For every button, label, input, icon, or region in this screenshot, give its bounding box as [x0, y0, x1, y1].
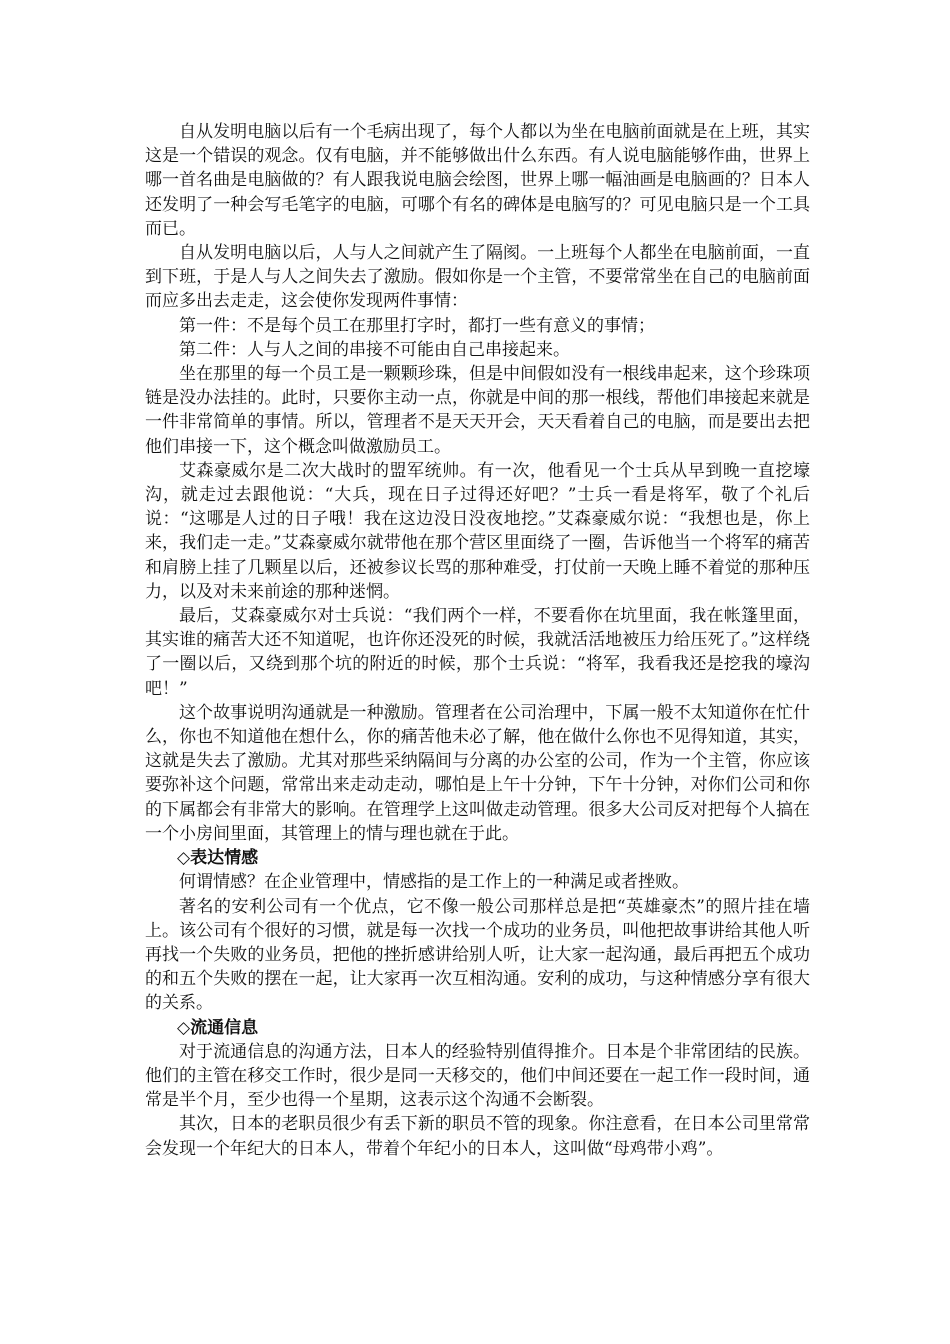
paragraph-hen-and-chicks: 其次，日本的老职员很少有丢下新的职员不管的现象。你注意看，在日本公司里常常会发现一个年纪大的日本人，带着个年纪小的日本人，这叫做“母鸡带小鸡”。	[145, 1114, 810, 1159]
section-heading-express-emotion: ◇表达情感	[177, 848, 259, 869]
document-page	[145, 120, 810, 1161]
paragraph-eisenhower-ending: 最后，艾森豪威尔对士兵说：“我们两个一样，不要看你在坑里面，我在帐篷里面，其实谁的痛苦大还不知道呢，也许你还没死的时候，我就活活地被压力给压死了。”这样绕了一圈以后，又绕到那个坑的附近的时候，那个士兵说：“将军，我看我还是挖我的壕沟吧！”	[145, 606, 810, 699]
paragraph-second-thing: 第二件：人与人之间的串接不可能由自己串接起来。	[179, 339, 570, 360]
paragraph-computer-tool: 自从发明电脑以后有一个毛病出现了，每个人都以为坐在电脑前面就是在上班，其实这是一个错误的观念。仅有电脑，并不能够做出什么东西。有人说电脑能够作曲，世界上哪一首名曲是电脑做的？有人跟我说电脑会绘图，世界上哪一幅油画是电脑画的？日本人还发明了一种会写毛笔字的电脑，可哪个有名的碑体是电脑写的？可见电脑只是一个工具而已。	[145, 122, 810, 239]
paragraph-emotion-definition: 何谓情感？在企业管理中，情感指的是工作上的一种满足或者挫败。	[179, 872, 689, 893]
section-heading-information-flow: ◇流通信息	[177, 1017, 259, 1038]
paragraph-amway-example: 著名的安利公司有一个优点，它不像一般公司那样总是把“英雄豪杰”的照片挂在墙上。该公司有个很好的习惯，就是每一次找一个成功的业务员，叫他把故事讲给其他人听再找一个失败的业务员，把他的挫折感讲给别人听，让大家一起沟通，最后再把五个成功的和五个失败的摆在一起，让大家再一次互相沟通。安利的成功，与这种情感分享有很大的关系。	[145, 896, 810, 1014]
paragraph-computer-isolation: 自从发明电脑以后，人与人之间就产生了隔阂。一上班每个人都坐在电脑前面，一直到下班，于是人与人之间失去了激励。假如你是一个主管，不要常常坐在自己的电脑前面而应多出去走走，这会使你发现两件事情：	[145, 243, 810, 312]
paragraph-pearl-necklace: 坐在那里的每一个员工是一颗颗珍珠，但是中间假如没有一根线串起来，这个珍珠项链是没办法挂的。此时，只要你主动一点，你就是中间的那一根线，帮他们串接起来就是一件非常简单的事情。所以，管理者不是天天开会，天天看着自己的电脑，而是要出去把他们串接一下，这个概念叫做激励员工。	[145, 364, 810, 457]
paragraph-japanese-handover: 对于流通信息的沟通方法，日本人的经验特别值得推介。日本是个非常团结的民族。他们的主管在移交工作时，很少是同一天移交的，他们中间还要在一起工作一段时间，通常是半个月，至少也得一个星期，这表示这个沟通不会断裂。	[145, 1041, 810, 1111]
paragraph-walking-management: 这个故事说明沟通就是一种激励。管理者在公司治理中，下属一般不太知道你在忙什么，你也不知道他在想什么，你的痛苦他未必了解，他在做什么你也不见得知道，其实，这就是失去了激励。尤其对那些采纳隔间与分离的办公室的公司，作为一个主管，你应该要弥补这个问题，常常出来走动走动，哪怕是上午十分钟，下午十分钟，对你们公司和你的下属都会有非常大的影响。在管理学上这叫做走动管理。很多大公司反对把每个人搞在一个小房间里面，其管理上的情与理也就在于此。	[145, 702, 810, 844]
paragraph-eisenhower-story: 艾森豪威尔是二次大战时的盟军统帅。有一次，他看见一个士兵从早到晚一直挖壕沟，就走过去跟他说：“大兵，现在日子过得还好吧？”士兵一看是将军，敬了个礼后说：“这哪是人过的日子哦！我在这边没日没夜地挖。”艾森豪威尔说：“我想也是，你上来，我们走一走。”艾森豪威尔就带他在那个营区里面绕了一圈，告诉他当一个将军的痛苦和肩膀上挂了几颗星以后，还被参议长骂的那种难受，打仗前一天晚上睡不着觉的那种压力，以及对未来前途的那种迷惘。	[145, 460, 810, 602]
paragraph-first-thing: 第一件：不是每个员工在那里打字时，都打一些有意义的事情；	[179, 315, 655, 336]
